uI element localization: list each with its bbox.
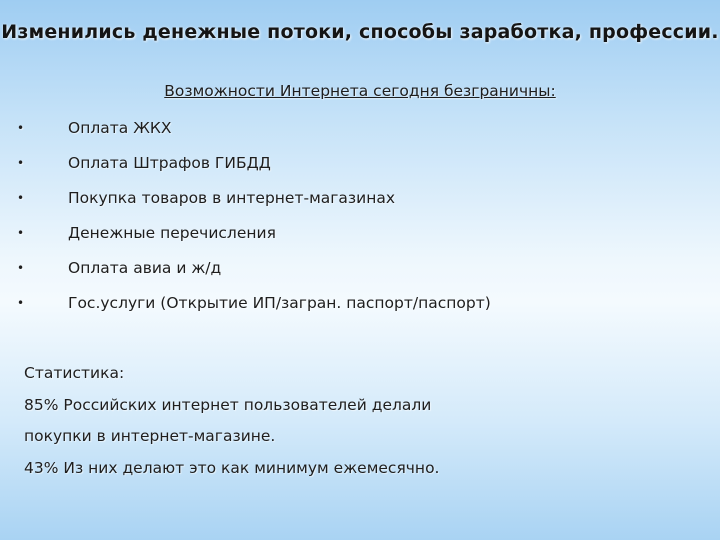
slide-title: Изменились денежные потоки, способы заработка, профессии. [1,21,719,43]
statistics-block [24,360,439,486]
bullet-icon: • [17,156,25,170]
bullet-icon: • [17,121,25,135]
bullet-text: Оплата авиа и ж/д [68,259,222,277]
statistics-line: 85% Российских интернет пользователей делали [24,395,432,414]
statistics-heading: Статистика: [24,364,125,382]
bullet-icon: • [17,191,25,205]
bullet-icon: • [17,226,25,240]
bullet-icon: • [17,261,25,275]
bullet-text: Гос.услуги (Открытие ИП/загран. паспорт/паспорт) [68,294,491,312]
statistics-line: 43% Из них делают это как минимум ежемесячно. [24,458,440,477]
bullet-text: Денежные перечисления [68,224,276,242]
bullet-text: Оплата Штрафов ГИБДД [68,154,271,172]
slide-subtitle: Возможности Интернета сегодня безграничны: [164,82,556,100]
bullet-icon: • [17,296,25,310]
statistics-line: покупки в интернет-магазине. [24,427,276,445]
bullet-text: Оплата ЖКХ [68,119,172,137]
bullet-text: Покупка товаров в интернет-магазинах [68,189,396,207]
